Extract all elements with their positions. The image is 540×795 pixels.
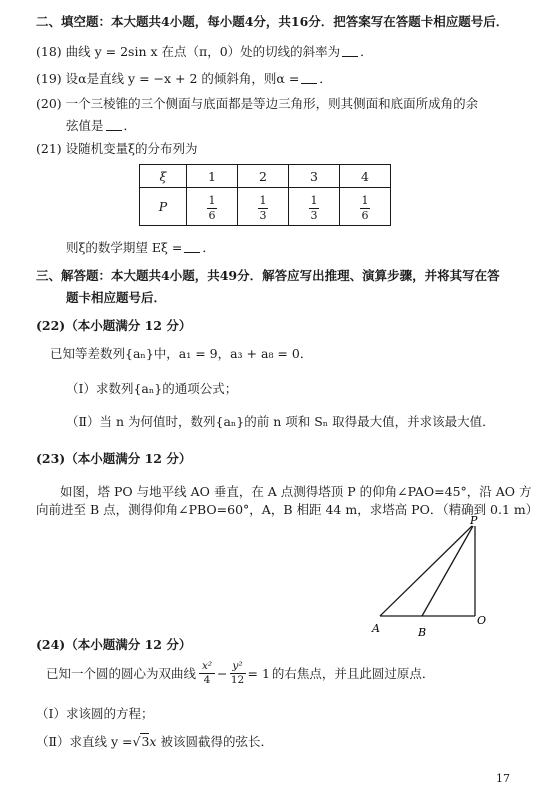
fraction-numerator: 1	[259, 193, 267, 207]
question-22-part-2: （Ⅱ）当 n 为何值时，数列{aₙ}的前 n 项和 Sₙ 取得最大值，并求该最大值．	[66, 414, 495, 429]
label-b: B	[418, 626, 427, 639]
fraction-numerator: 1	[361, 193, 369, 207]
answer-blank	[106, 129, 122, 131]
fraction-numerator: y²	[232, 660, 243, 672]
fraction-x2-over-4	[199, 661, 215, 685]
question-21-expectation: 则ξ的数学期望 Eξ = ．	[66, 240, 215, 255]
question-24-stem-post: 的右焦点，并且此圆过原点．	[271, 665, 435, 681]
table-cell-x: 2	[238, 165, 289, 188]
sqrt-symbol: √	[132, 734, 141, 749]
page-number: 17	[496, 772, 510, 785]
table-cell-x: 4	[340, 165, 391, 188]
question-22-title: (22)（本小题满分 12 分）	[36, 318, 192, 333]
sight-line-pb	[422, 526, 473, 616]
fraction-numerator: x²	[201, 660, 213, 672]
table-cell-x: 3	[289, 165, 340, 188]
answer-blank	[301, 82, 317, 84]
question-24-stem-pre: 已知一个圆的圆心为双曲线	[46, 665, 197, 681]
question-21-expectation-text: 则ξ的数学期望 Eξ =	[66, 240, 183, 255]
fraction-denominator: 3	[259, 208, 267, 222]
question-19: (19) 设α是直线 y = −x + 2 的倾斜角，则α = ．	[36, 71, 332, 86]
label-o: O	[477, 614, 487, 627]
question-19-text: (19) 设α是直线 y = −x + 2 的倾斜角，则α =	[36, 71, 300, 86]
table-cell-p	[289, 188, 340, 226]
table-header-xi: ξ	[140, 165, 187, 188]
question-24-part-1: （Ⅰ）求该圆的方程；	[36, 706, 154, 721]
distribution-table	[139, 164, 391, 226]
question-23-stem-line-2: 向前进至 B 点，测得仰角∠PBO=60°，A，B 相距 44 m，求塔高 PO．（精确到 0.1 m）	[36, 502, 539, 517]
question-22-stem: 已知等差数列{aₙ}中，a₁ = 9，a₃ + a₈ = 0．	[50, 346, 313, 361]
sqrt-argument: 3	[141, 734, 150, 749]
question-20-text: 弦值是	[66, 118, 104, 133]
equals-one: = 1	[247, 665, 270, 681]
question-24-part-2-post: 被该圆截得的弦长．	[160, 734, 273, 749]
minus-sign: −	[217, 665, 228, 681]
question-18: (18) 曲线 y = 2sin x 在点（π，0）处的切线的斜率为 ．	[36, 44, 373, 59]
variable-x: x	[149, 734, 157, 749]
label-p: P	[470, 514, 478, 527]
table-cell-p	[187, 188, 238, 226]
question-22-part-1: （Ⅰ）求数列{aₙ}的通项公式；	[66, 381, 238, 396]
question-21: (21) 设随机变量ξ的分布列为	[36, 141, 198, 156]
table-cell-p	[340, 188, 391, 226]
table-header-p: P	[140, 188, 187, 226]
question-24-stem	[46, 661, 434, 685]
fraction-denominator: 4	[203, 673, 211, 686]
fraction-numerator: 1	[310, 193, 318, 207]
answer-blank	[184, 251, 200, 253]
fraction-denominator: 6	[208, 208, 216, 222]
table-row	[140, 165, 391, 188]
fraction-denominator: 12	[230, 673, 245, 686]
fraction-numerator: 1	[208, 193, 216, 207]
section-2-heading: 二、填空题：本大题共4小题，每小题4分，共16分．把答案写在答题卡相应题号后．	[36, 14, 509, 29]
question-20-line-1: (20) 一个三棱锥的三个侧面与底面都是等边三角形，则其侧面和底面所成角的余	[36, 96, 479, 111]
question-18-text: (18) 曲线 y = 2sin x 在点（π，0）处的切线的斜率为	[36, 44, 341, 59]
sight-line-pa	[380, 526, 472, 616]
question-23-title: (23)（本小题满分 12 分）	[36, 451, 192, 466]
answer-blank	[342, 55, 358, 57]
fraction-denominator: 3	[310, 208, 318, 222]
fraction-denominator: 6	[361, 208, 369, 222]
section-3-heading-line-1: 三、解答题：本大题共4小题，共49分．解答应写出推理、演算步骤，并将其写在答	[36, 268, 500, 283]
fraction-y2-over-12	[230, 661, 246, 685]
question-24-title: (24)（本小题满分 12 分）	[36, 637, 192, 652]
question-24-part-2	[36, 733, 273, 749]
table-cell-p	[238, 188, 289, 226]
table-cell-x: 1	[187, 165, 238, 188]
label-a: A	[372, 622, 380, 635]
section-3-heading-line-2: 题卡相应题号后．	[66, 290, 167, 305]
question-23-stem-line-1: 如图，塔 PO 与地平线 AO 垂直，在 A 点测得塔顶 P 的仰角∠PAO=45°，沿 AO 方	[60, 484, 532, 499]
question-20-line-2: 弦值是 ．	[66, 118, 137, 133]
question-24-part-2-pre: （Ⅱ）求直线 y =	[36, 734, 133, 749]
table-row	[140, 188, 391, 226]
tower-figure	[360, 512, 500, 642]
